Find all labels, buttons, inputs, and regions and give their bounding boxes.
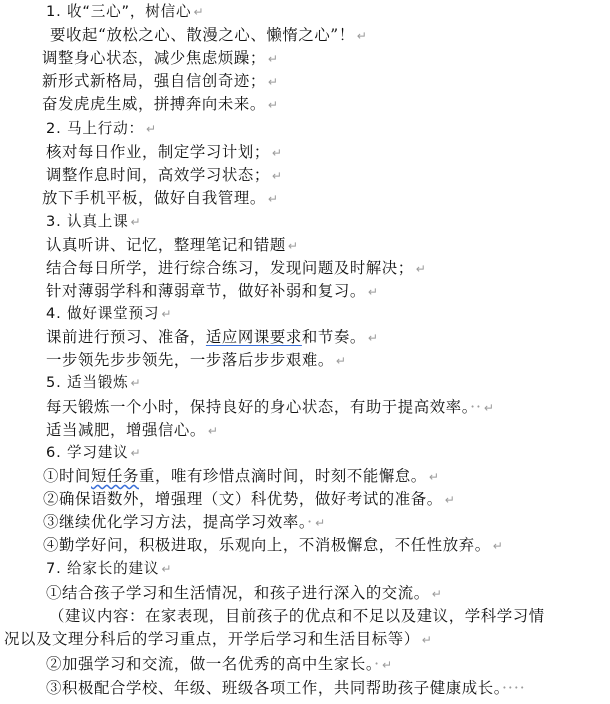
paragraph-line: 调整作息时间，高效学习状态； ↵ (46, 166, 283, 184)
paragraph-line: 每天锻炼一个小时，保持良好的身心状态，有助于提高效率。·· ↵ (46, 398, 495, 416)
heading-3: 3. 认真上课 ↵ (46, 213, 142, 230)
heading-6: 6. 学习建议 ↵ (46, 444, 142, 461)
paragraph-line: 认真听讲、记忆，整理笔记和错题 ↵ (46, 236, 299, 254)
paragraph-line: 新形式新格局，强自信创奇迹； ↵ (42, 72, 279, 90)
paragraph-line: 针对薄弱学科和薄弱章节，做好补弱和复习。 ↵ (46, 282, 379, 300)
paragraph-line: （建议内容：在家表现，目前孩子的优点和不足以及建议，学科学习情 (49, 607, 545, 625)
list-item: ③积极配合学校、年级、班级各项工作，共同帮助孩子健康成长。···· (46, 679, 526, 697)
paragraph-line: 调整身心状态，减少焦虑烦躁； ↵ (42, 49, 279, 67)
list-item: ①结合孩子学习和生活情况，和孩子进行深入的交流。 ↵ (46, 584, 443, 602)
heading-4: 4. 做好课堂预习 ↵ (46, 305, 173, 322)
heading-2: 2. 马上行动： ↵ (46, 120, 157, 137)
paragraph-line: 课前进行预习、准备，适应网课要求和节奏。 ↵ (46, 328, 379, 346)
paragraph-line: 一步领先步步领先，一步落后步步艰难。 ↵ (46, 351, 347, 369)
paragraph-line: 要收起“放松之心、散漫之心、懒惰之心”！ ↵ (50, 26, 368, 44)
heading-1: 1. 收“三心”，树信心 ↵ (46, 3, 205, 20)
paragraph-line: 适当减肥，增强信心。 ↵ (46, 421, 219, 439)
paragraph-line: 放下手机平板，做好自我管理。 ↵ (42, 189, 279, 207)
paragraph-line: 况以及文理分科后的学习重点，开学后学习和生活目标等） ↵ (4, 630, 433, 648)
list-item: ④勤学好问，积极进取，乐观向上，不消极懈怠，不任性放弃。 ↵ (43, 536, 504, 554)
spellcheck-underline: 适应网课要求 (205, 328, 302, 346)
heading-5: 5. 适当锻炼 ↵ (46, 374, 142, 391)
list-item: ①时间短任务重，唯有珍惜点滴时间，时刻不能懈怠。 ↵ (43, 467, 440, 485)
grammar-underline: 短任务 (90, 467, 139, 485)
paragraph-line: 核对每日作业，制定学习计划； ↵ (46, 143, 283, 161)
list-item: ③继续优化学习方法，提高学习效率。· ↵ (43, 513, 326, 531)
paragraph-line: 奋发虎虎生威，拼搏奔向未来。 ↵ (42, 95, 279, 113)
list-item: ②确保语数外，增强理（文）科优势，做好考试的准备。 ↵ (43, 490, 456, 508)
list-item: ②加强学习和交流，做一名优秀的高中生家长。· ↵ (46, 655, 393, 673)
heading-7: 7. 给家长的建议 ↵ (46, 560, 173, 577)
paragraph-line: 结合每日所学，进行综合练习，发现问题及时解决； ↵ (46, 259, 427, 277)
